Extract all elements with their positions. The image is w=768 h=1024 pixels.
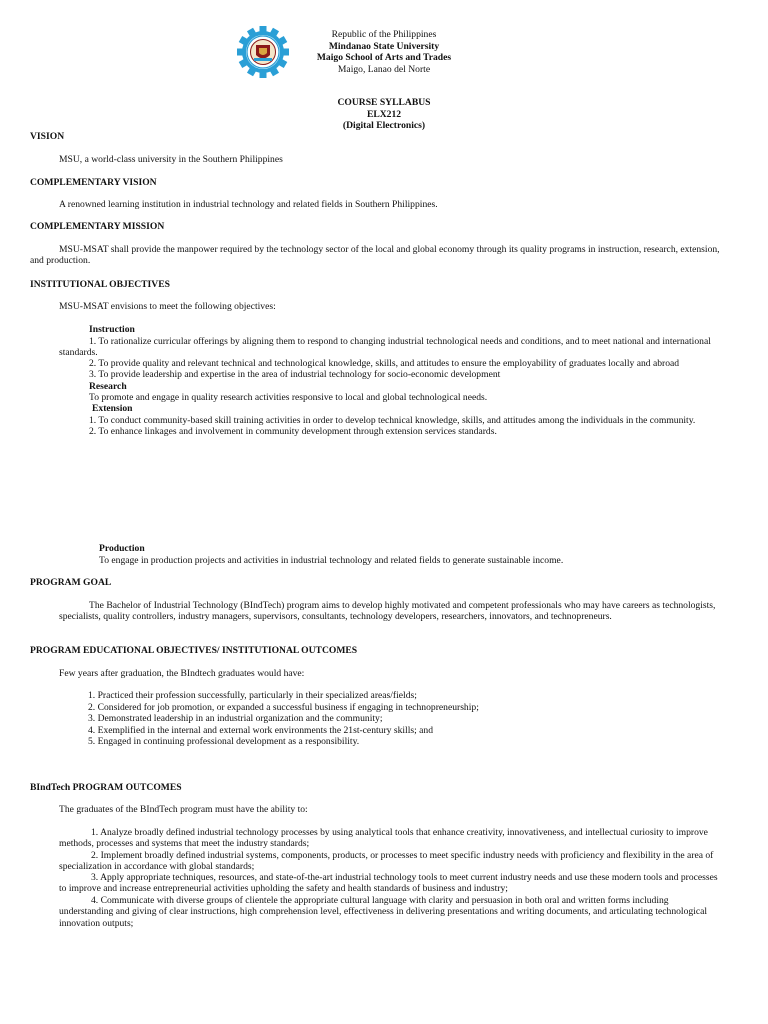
outcome-4: 4. Communicate with diverse groups of clientele the appropriate cultural language with clarity and persuasion in both oral and written forms including — [91, 895, 669, 906]
production-text: To engage in production projects and activities in industrial technology and related fields to generate sustainable income. — [99, 555, 564, 566]
list-item: 2. Considered for job promotion, or expanded a successful business if engaging in technopreneurship; — [88, 701, 479, 713]
program-outcomes-intro: The graduates of the BIndTech program must have the ability to: — [59, 804, 308, 815]
document-title — [304, 97, 464, 132]
university-seal-logo-icon — [237, 26, 289, 78]
program-goal-text-1: The Bachelor of Industrial Technology (BIndTech) program aims to develop highly motivated and competent professionals who may have careers as technologists, — [89, 600, 716, 611]
instruction-item-2: 2. To provide quality and relevant technical and technological knowledge, skills, and attitudes to ensure the employability of graduates locally and abroad — [89, 358, 680, 369]
outcome-4-cont-2: innovation outputs; — [59, 918, 134, 929]
instruction-item-3: 3. To provide leadership and expertise in the area of industrial technology for socio-economic development — [89, 369, 501, 380]
program-goal-heading: PROGRAM GOAL — [30, 577, 112, 588]
institutional-objectives-intro: MSU-MSAT envisions to meet the following objectives: — [59, 301, 276, 312]
institution-header — [304, 29, 464, 75]
program-outcomes-heading: BIndTech PROGRAM OUTCOMES — [30, 782, 182, 793]
list-item: 1. Practiced their profession successfully, particularly in their specialized areas/fields; — [88, 690, 417, 701]
outcome-1-cont: methods, processes and systems that meet the industry standards; — [59, 838, 310, 849]
title-line-1: COURSE SYLLABUS — [337, 97, 431, 108]
peo-heading: PROGRAM EDUCATIONAL OBJECTIVES/ INSTITUTIONAL OUTCOMES — [30, 645, 358, 656]
production-heading: Production — [99, 543, 145, 554]
republic-line: Republic of the Philippines — [331, 29, 437, 40]
complementary-vision-heading: COMPLEMENTARY VISION — [30, 177, 157, 188]
outcome-2-cont: specialization in accordance with global standards; — [59, 861, 255, 872]
list-item: 5. Engaged in continuing professional development as a responsibility. — [88, 736, 360, 747]
extension-item-1: 1. To conduct community-based skill training activities in order to develop technical knowledge, skills, and attitudes among the individuals in the community. — [89, 415, 696, 426]
vision-heading: VISION — [30, 131, 65, 142]
outcome-2: 2. Implement broadly defined industrial systems, components, products, or processes to meet specific industry needs with proficiency and flexibility in the area of — [91, 850, 714, 861]
instruction-item-1-cont: standards. — [59, 347, 98, 358]
outcome-1: 1. Analyze broadly defined industrial technology processes by using analytical tools that enhance creativity, innovativeness, and intellectual curiosity to improve — [91, 827, 708, 838]
peo-list — [88, 690, 479, 748]
program-goal-text-2: specialists, quality controllers, industry managers, supervisors, consultants, technology developers, researchers, innovators, and technopreneurs. — [59, 611, 612, 622]
outcome-3: 3. Apply appropriate techniques, resources, and state-of-the-art industrial technology tools to meet current industry needs and use these modern tools and processes — [91, 872, 718, 883]
extension-heading: Extension — [92, 403, 133, 414]
instruction-item-1: 1. To rationalize curricular offerings by aligning them to respond to changing industrial technological needs and conditions, and to meet national and international — [89, 336, 711, 347]
school-location: Maigo, Lanao del Norte — [337, 63, 431, 75]
course-name: (Digital Electronics) — [342, 120, 426, 131]
research-text: To promote and engage in quality research activities responsive to local and global technological needs. — [89, 392, 488, 403]
complementary-mission-text-2: and production. — [30, 255, 91, 266]
peo-intro: Few years after graduation, the BIndtech graduates would have: — [59, 668, 305, 679]
extension-item-2: 2. To enhance linkages and involvement in community development through extension services standards. — [89, 426, 497, 437]
complementary-vision-text: A renowned learning institution in industrial technology and related fields in Southern Philippines. — [59, 199, 438, 210]
instruction-heading: Instruction — [89, 324, 135, 335]
outcome-4-cont-1: understanding and giving of clear instructions, high comprehension level, effectiveness in delivering presentations and writing documents, and articulating technological — [59, 906, 708, 917]
outcome-3-cont: to improve and increase entrepreneurial activities upholding the safety and health standards of business and industry; — [59, 883, 508, 894]
course-code: ELX212 — [366, 108, 402, 120]
complementary-mission-text-1: MSU-MSAT shall provide the manpower required by the technology sector of the local and global economy through its quality programs in instruction, research, extension, — [59, 244, 720, 255]
institutional-objectives-heading: INSTITUTIONAL OBJECTIVES — [30, 279, 170, 290]
research-heading: Research — [89, 381, 127, 392]
complementary-mission-heading: COMPLEMENTARY MISSION — [30, 221, 165, 232]
school-name: Maigo School of Arts and Trades — [316, 52, 452, 63]
vision-text: MSU, a world-class university in the Southern Philippines — [59, 154, 283, 165]
list-item: 3. Demonstrated leadership in an industrial organization and the community; — [88, 713, 383, 724]
university-name: Mindanao State University — [328, 40, 440, 52]
list-item: 4. Exemplified in the internal and external work environments the 21st-century skills; and — [88, 724, 434, 736]
